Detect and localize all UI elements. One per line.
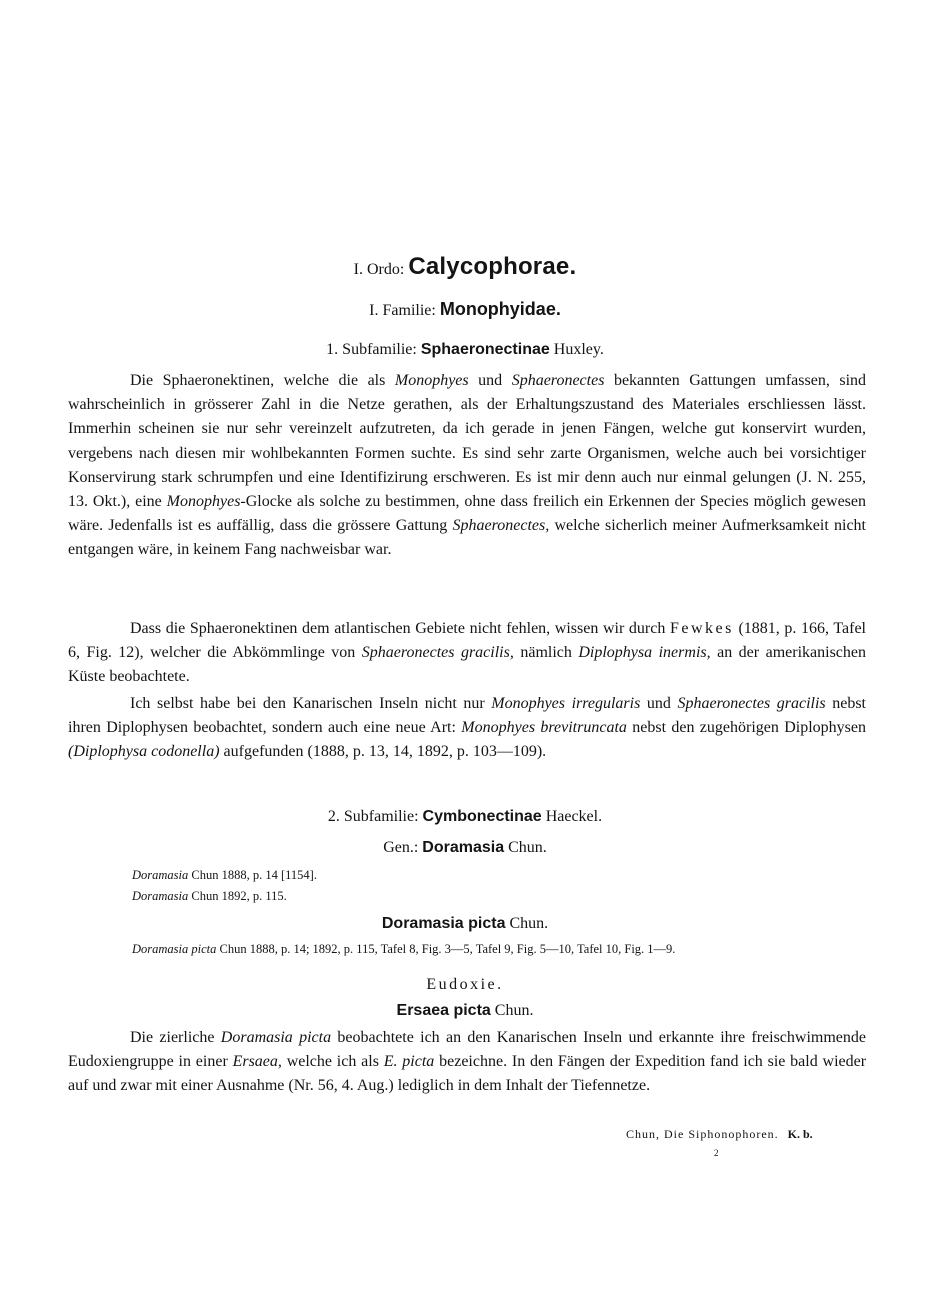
ersaea-name: Ersaea picta — [396, 1002, 491, 1019]
subfamilie-1-heading — [0, 341, 930, 359]
subfamilie-2-name: Cymbonectinae — [422, 808, 542, 825]
ordo-heading — [0, 253, 930, 281]
genus-reference-1: Doramasia Chun 1888, p. 14 [1154]. — [132, 868, 317, 882]
genus-reference-2: Doramasia Chun 1892, p. 115. — [132, 889, 287, 903]
familie-prefix: I. Familie: — [369, 302, 436, 319]
species-author: Chun. — [509, 915, 549, 932]
ordo-prefix: I. Ordo: — [353, 261, 405, 278]
eudoxie-label: Eudoxie. — [426, 976, 504, 993]
paragraph-1: Die Sphaeronektinen, welche die als Monophyes und Sphaeronectes bekannten Gattungen umfassen, sind wahrscheinlich in grösserer Zahl in die Netze gerathen, als der Erhaltungszustand des Materiales erschliessen lässt. Immerhin scheinen sie nur sehr vereinzelt aufzutreten, da ich gerade in jenen Fängen, welche gut konservirt wurden, vergebens nach diesen mir wohlbekannten Formen suchte. Es sind sehr zarte Organismen, welche auch bei vorsichtiger Konservirung stark schrumpfen und eine Identifizirung erschweren. Es ist mir denn auch nur einmal gelungen (J. N. 255, 13. Okt.), eine Monophyes-Glocke als solche zu bestimmen, ohne dass freilich ein Erkennen der Species möglich gewesen wäre. Jedenfalls ist es auffällig, dass die grössere Gattung Sphaeronectes, welche sicherlich meiner Aufmerksamkeit nicht entgangen wäre, in keinem Fang nachweisbar war. — [68, 372, 867, 559]
paragraph-4: Die zierliche Doramasia picta beobachtete ich an den Kanarischen Inseln und erkannte ihre freischwimmende Eudoxiengruppe in einer Ersaea, welche ich als E. picta bezeichne. In den Fängen der Expedition fand ich sie bald wieder auf und zwar mit einer Ausnahme (Nr. 56, 4. Aug.) lediglich in dem Inhalt der Tiefennetze. — [68, 1029, 867, 1095]
species-reference: Doramasia picta Chun 1888, p. 14; 1892, p. 115, Tafel 8, Fig. 3—5, Tafel 9, Fig. 5—10, Tafel 10, Fig. 1—9. — [132, 942, 676, 956]
ersaea-heading — [0, 1002, 930, 1020]
genus-heading — [0, 839, 930, 857]
author-fewkes: Fewkes — [669, 620, 734, 637]
paragraph-2: Dass die Sphaeronektinen dem atlantischen Gebiete nicht fehlen, wissen wir durch Fewkes (1881, p. 166, Tafel 6, Fig. 12), welcher die Abkömmlinge von Sphaeronectes gracilis, nämlich Diplophysa inermis, an der amerikanischen Küste beobachtete. — [68, 620, 867, 686]
genus-name: Doramasia — [422, 839, 505, 856]
subfamilie-1-name: Sphaeronectinae — [420, 341, 550, 358]
species-heading — [0, 915, 930, 933]
ordo-name: Calycophorae. — [408, 253, 577, 280]
subfamilie-2-author: Haeckel. — [545, 808, 603, 825]
ersaea-author: Chun. — [494, 1002, 534, 1019]
paragraph-3: Ich selbst habe bei den Kanarischen Inseln nicht nur Monophyes irregularis und Sphaeronectes gracilis nebst ihren Diplophysen beobachtet, sondern auch eine neue Art: Monophyes brevitruncata nebst den zugehörigen Diplophysen (Diplophysa codonella) aufgefunden (1888, p. 13, 14, 1892, p. 103—109). — [68, 695, 867, 761]
footer-citation: Chun, Die Siphonophoren. K. b. — [626, 1127, 813, 1141]
subfamilie-2-heading — [0, 808, 930, 826]
footer-signature: K. b. — [787, 1127, 813, 1141]
genus-author: Chun. — [508, 839, 547, 856]
footer-number: 2 — [714, 1148, 719, 1158]
species-name: Doramasia picta — [381, 915, 506, 932]
subfamilie-1-prefix: 1. Subfamilie: — [326, 341, 417, 358]
subfamilie-2-prefix: 2. Subfamilie: — [327, 808, 419, 825]
familie-name: Monophyidae. — [439, 299, 561, 319]
subfamilie-1-author: Huxley. — [553, 341, 604, 358]
familie-heading — [0, 299, 930, 320]
genus-prefix: Gen.: — [383, 839, 419, 856]
